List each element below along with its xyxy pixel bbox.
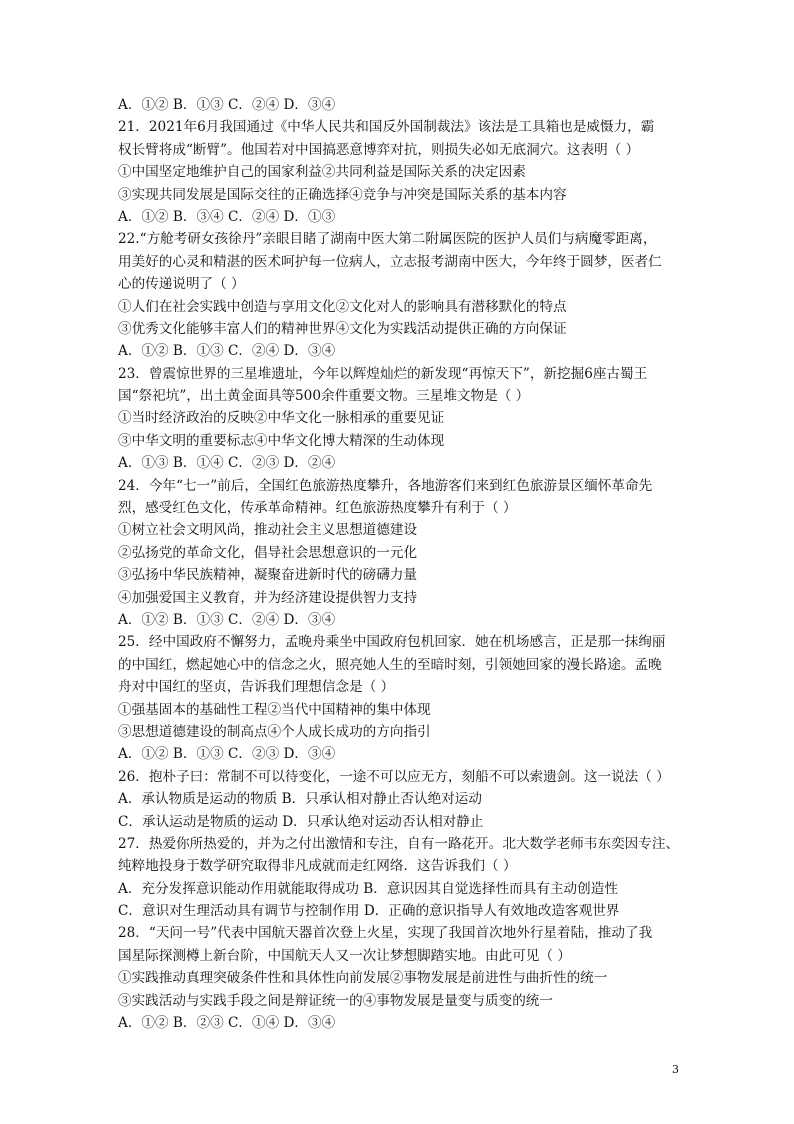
text-line: A．①② B．②③ C．①④ D．③④ [118,1015,336,1032]
text-line: ③实现共同发展是国际交往的正确选择④竞争与冲突是国际关系的基本内容 [118,186,567,203]
text-line: 28．“天问一号”代表中国航天器首次登上火星，实现了我国首次地外行星着陆，推动了我 [118,925,653,942]
text-line: A．①③ B．①④ C．②③ D．②④ [118,455,336,472]
text-line: ①实践推动真理突破条件性和具体性向前发展②事物发展是前进性与曲折性的统一 [118,970,608,987]
text-line: ①树立社会文明风尚，推动社会主义思想道德建设 [118,522,418,539]
text-line: A．①② B．①③ C．②③ D．③④ [118,746,336,763]
text-line: 26．抱朴子曰：常制不可以待变化，一途不可以应无方，刻船不可以索遗剑。这一说法（ ） [118,768,670,785]
text-line: 25．经中国政府不懈努力，孟晚舟乘坐中国政府包机回家．她在机场感言，正是那一抹绚丽 [118,634,666,651]
text-line: 纯粹地投身于数学研究取得非凡成就而走红网络．这告诉我们（ ） [118,858,517,875]
text-line: ④加强爱国主义教育，并为经济建设提供智力支持 [118,589,418,606]
text-line: 舟对中国红的坚贞，告诉我们理想信念是（ ） [118,679,395,696]
text-line: 21．2021年6月我国通过《中华人民共和国反外国制裁法》该法是工具箱也是威慑力，霸 [118,119,655,136]
text-line: 国“祭祀坑”，出土黄金面具等500余件重要文物。三星堆文物是（ ） [118,388,530,405]
text-line: 用美好的心灵和精湛的医术呵护每一位病人，立志报考湖南中医大，今年终于圆梦，医者仁 [118,253,662,270]
text-line: A．①② B．①③ C．②④ D．③④ [118,343,336,360]
text-line: 权长臂将成“断臂”。他国若对中国搞恶意博弈对抗，则损失必如无底洞穴。这表明（ ） [118,141,640,158]
text-line: 24．今年“七一”前后，全国红色旅游热度攀升，各地游客们来到红色旅游景区缅怀革命先 [118,477,653,494]
text-line: ②弘扬党的革命文化，倡导社会思想意识的一元化 [118,544,418,561]
text-line: 的中国红，燃起她心中的信念之火，照亮她人生的至暗时刻，引领她回家的漫长路途。孟晚 [118,656,662,673]
text-line: ③优秀文化能够丰富人们的精神世界④文化为实践活动提供正确的方向保证 [118,320,567,337]
text-line: 22.“方舱考研女孩徐丹”亲眼目睹了湖南中医大第二附属医院的医护人员们与病魔零距离， [118,231,657,248]
text-line: A．承认物质是运动的物质 B．只承认相对静止否认绝对运动 [118,791,482,808]
text-line: 23．曾震惊世界的三星堆遗址，今年以辉煌灿烂的新发现“再惊天下”，新挖掘6座古蜀王 [118,365,648,382]
text-line: A．①② B．③④ C．②④ D．①③ [118,208,336,225]
text-line: C．承认运动是物质的运动 D．只承认绝对运动否认相对静止 [118,813,484,830]
text-line: A．充分发挥意识能动作用就能取得成功 B．意识因其自觉选择性而具有主动创造性 [118,880,618,897]
text-line: 心的传递说明了（ ） [118,276,245,293]
text-line: ①强基固本的基础性工程②当代中国精神的集中体现 [118,701,431,718]
text-line: ①当时经济政治的反映②中华文化一脉相承的重要见证 [118,410,445,427]
text-line: ③中华文明的重要标志④中华文化博大精深的生动体现 [118,432,445,449]
text-line: A．①② B．①③ C．②④ D．③④ [118,97,336,113]
text-line: ①中国坚定地维护自己的国家利益②共同利益是国际关系的决定因素 [118,164,526,181]
text-line: ③思想道德建设的制高点④个人成长成功的方向指引 [118,723,431,740]
text-line: 27．热爱你所热爱的，并为之付出激情和专注，自有一路花开。北大数学老师韦东奕因专注、 [118,835,680,852]
text-line: ③实践活动与实践手段之间是辩证统一的④事物发展是量变与质变的统一 [118,992,553,1009]
text-line: 国星际探测樽上新台阶，中国航天人又一次让梦想脚踏实地。由此可见（ ） [118,947,571,964]
text-line: ③弘扬中华民族精神，凝聚奋进新时代的磅礴力量 [118,567,418,584]
text-line: 烈，感受红色文化，传承革命精神。红色旅游热度攀升有利于（ ） [118,500,517,517]
text-line: ①人们在社会实践中创造与享用文化②文化对人的影响具有潜移默化的特点 [118,298,567,315]
document-body [118,94,688,1034]
text-line: A．①② B．①③ C．②④ D．③④ [118,611,336,628]
text-line: C．意识对生理活动具有调节与控制作用 D．正确的意识指导人有效地改造客观世界 [118,903,620,920]
page-number: 3 [672,1063,679,1076]
